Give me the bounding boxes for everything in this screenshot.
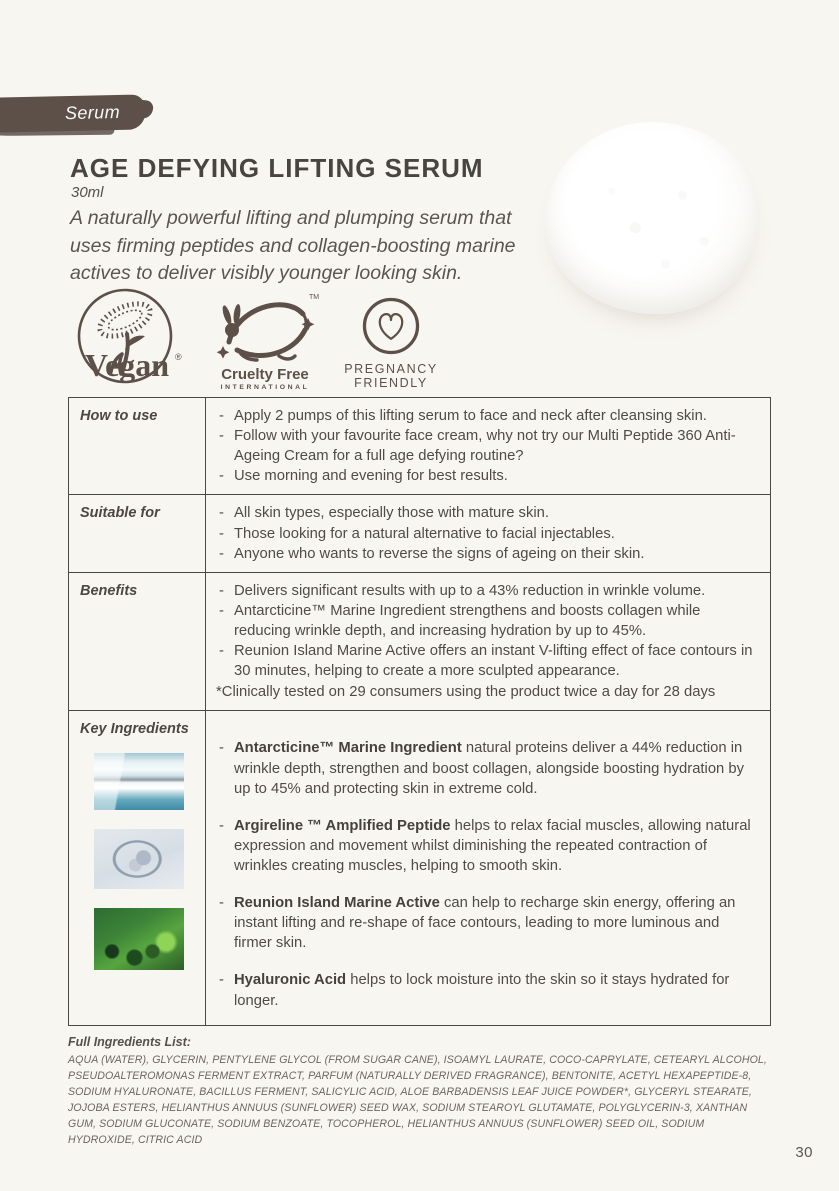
list-item: - Antarcticine™ Marine Ingredient natural proteins deliver a 44% reduction in wrinkle depth, strengthen and boost collagen, alongside boosting hydration by up to 45% and protecting skin in extreme cold. (219, 740, 745, 797)
table-row-benefits (69, 572, 770, 711)
ingredient-description: natural proteins deliver a 44% reduction in wrinkle depth, strengthen and boost collagen, alongside boosting hydration by up to 45% and protecting skin in extreme cold. (234, 740, 745, 797)
product-info-table (68, 397, 771, 1026)
ingredient-name: Antarcticine™ Marine Ingredient (234, 740, 462, 757)
table-row-key-ingredients (69, 710, 770, 1024)
product-volume: 30ml (71, 184, 104, 201)
cruelty-free-sublabel: INTERNATIONAL (220, 384, 310, 391)
leaping-bunny-icon (211, 290, 319, 364)
ingredient-description: helps to lock moisture into the skin so it stays hydrated for longer. (234, 972, 730, 1009)
product-description: A naturally powerful lifting and plumping serum that uses firming peptides and collagen-boosting marine actives to deliver visibly younger looking skin. (70, 207, 516, 285)
full-ingredients-section (68, 1035, 771, 1149)
page-number: 30 (795, 1144, 813, 1161)
serum-swatch-image (545, 122, 760, 314)
cruelty-free-badge (206, 290, 324, 391)
list-item: - Argireline ™ Amplified Peptide helps to relax facial muscles, allowing natural expression and movement whilst diminishing the repeated contraction of wrinkles creating muscles, helping to smooth skin. (219, 817, 751, 874)
list-item: - Those looking for a natural alternative to facial injectables. (219, 525, 615, 542)
certification-badges (64, 286, 446, 391)
key-ingredient-list (216, 738, 756, 1010)
category-tab-serum (0, 94, 146, 132)
row-content (206, 398, 770, 494)
star-icon (217, 346, 230, 359)
row-label: Benefits (69, 573, 206, 711)
list-item: - Antarcticine™ Marine Ingredient strengthens and boosts collagen while reducing wrinkle depth, and increasing hydration by up to 45%. (219, 602, 701, 639)
vegan-wordmark: Vegan (84, 347, 170, 383)
list-item: - Hyaluronic Acid helps to lock moisture into the skin so it stays hydrated for longer. (219, 972, 730, 1009)
clinical-footnote: *Clinically tested on 29 consumers using the product twice a day for 28 days (216, 684, 716, 701)
pregnancy-friendly-label-line2: FRIENDLY (354, 376, 428, 390)
list-item: - All skin types, especially those with mature skin. (219, 505, 549, 522)
list-item: - Delivers significant results with up to a 43% reduction in wrinkle volume. (219, 582, 706, 599)
ingredient-name: Reunion Island Marine Active (234, 895, 440, 912)
row-content (206, 495, 770, 571)
list-item: - Anyone who wants to reverse the signs of ageing on their skin. (219, 545, 645, 562)
cruelty-free-label: Cruelty Free (221, 366, 309, 383)
jellyfish-image (94, 829, 184, 889)
list-item: - Use morning and evening for best results. (219, 468, 508, 485)
table-row-suitable-for (69, 494, 770, 571)
full-ingredients-text: AQUA (WATER), GLYCERIN, PENTYLENE GLYCOL (FROM SUGAR CANE), ISOAMYL LAURATE, COCO-CAPRYLATE, CETEARYL ALCOHOL, PSEUDOALTEROMONAS FERMENT EXTRACT, PARFUM (NATURALLY DERIVED FRAGRANCE), BENTONITE, ACETYL HEXAPEPTIDE-8, SODIUM HYALURONATE, BACILLUS FERMENT, SALICYLIC ACID, ALOE BARBADENSIS LEAF JUICE POWDER*, GLYCERYL STEARATE, JOJOBA ESTERS, HELIANTHUS ANNUUS (SUNFLOWER) SEED WAX, SODIUM STEAROYL GLUTAMATE, POLYGLYCERIN-3, XANTHAN GUM, SODIUM GLUCONATE, SODIUM BENZOATE, TOCOPHEROL, HELIANTHUS ANNUUS (SUNFLOWER) SEED OIL, SODIUM HYDROXIDE, CITRIC ACID (68, 1053, 767, 1147)
row-label: Key Ingredients (69, 711, 206, 1024)
list-item: - Reunion Island Marine Active can help to recharge skin energy, offering an instant lifting and re-shape of face contours, leading to more luminous and firmer skin. (219, 895, 736, 952)
ingredient-description: helps to relax facial muscles, allowing natural expression and movement whilst diminishing the repeated contraction of wrinkles creating muscles, helping to smooth skin. (234, 817, 751, 874)
ingredient-description: can help to recharge skin energy, offering an instant lifting and re-shape of face contours, leading to more luminous and firmer skin. (234, 895, 736, 952)
iceberg-image (94, 753, 184, 810)
seaweed-image (94, 908, 184, 970)
row-content (206, 573, 770, 711)
table-row-how-to-use (69, 398, 770, 494)
category-tab-label: Serum (64, 101, 121, 124)
product-info (68, 397, 771, 1148)
registered-mark: ® (175, 352, 182, 362)
list-item: - Reunion Island Marine Active offers an instant V-lifting effect of face contours in 30 minutes, helping to create a more sculpted appearance. (219, 643, 753, 680)
trademark-mark: TM (309, 294, 319, 301)
key-ingredient-images (80, 753, 197, 970)
ingredient-name: Hyaluronic Acid (234, 972, 347, 989)
row-content (206, 711, 770, 1024)
full-ingredients-label: Full Ingredients List: (68, 1034, 191, 1049)
list-item: - Apply 2 pumps of this lifting serum to face and neck after cleansing skin. (219, 408, 707, 424)
heart-circle-icon (359, 294, 423, 358)
vegan-badge (64, 286, 192, 390)
row-label: Suitable for (69, 495, 206, 571)
pregnancy-friendly-label-line1: PREGNANCY (344, 362, 438, 376)
ingredient-name: Argireline ™ Amplified Peptide (234, 817, 451, 834)
list-item: - Follow with your favourite face cream, why not try our Multi Peptide 360 Anti-Ageing Cream for a full age defying routine? (219, 428, 736, 465)
page-title: AGE DEFYING LIFTING SERUM (70, 153, 484, 183)
pregnancy-friendly-badge (336, 294, 446, 390)
vegan-icon (69, 286, 187, 390)
row-label: How to use (69, 398, 206, 494)
